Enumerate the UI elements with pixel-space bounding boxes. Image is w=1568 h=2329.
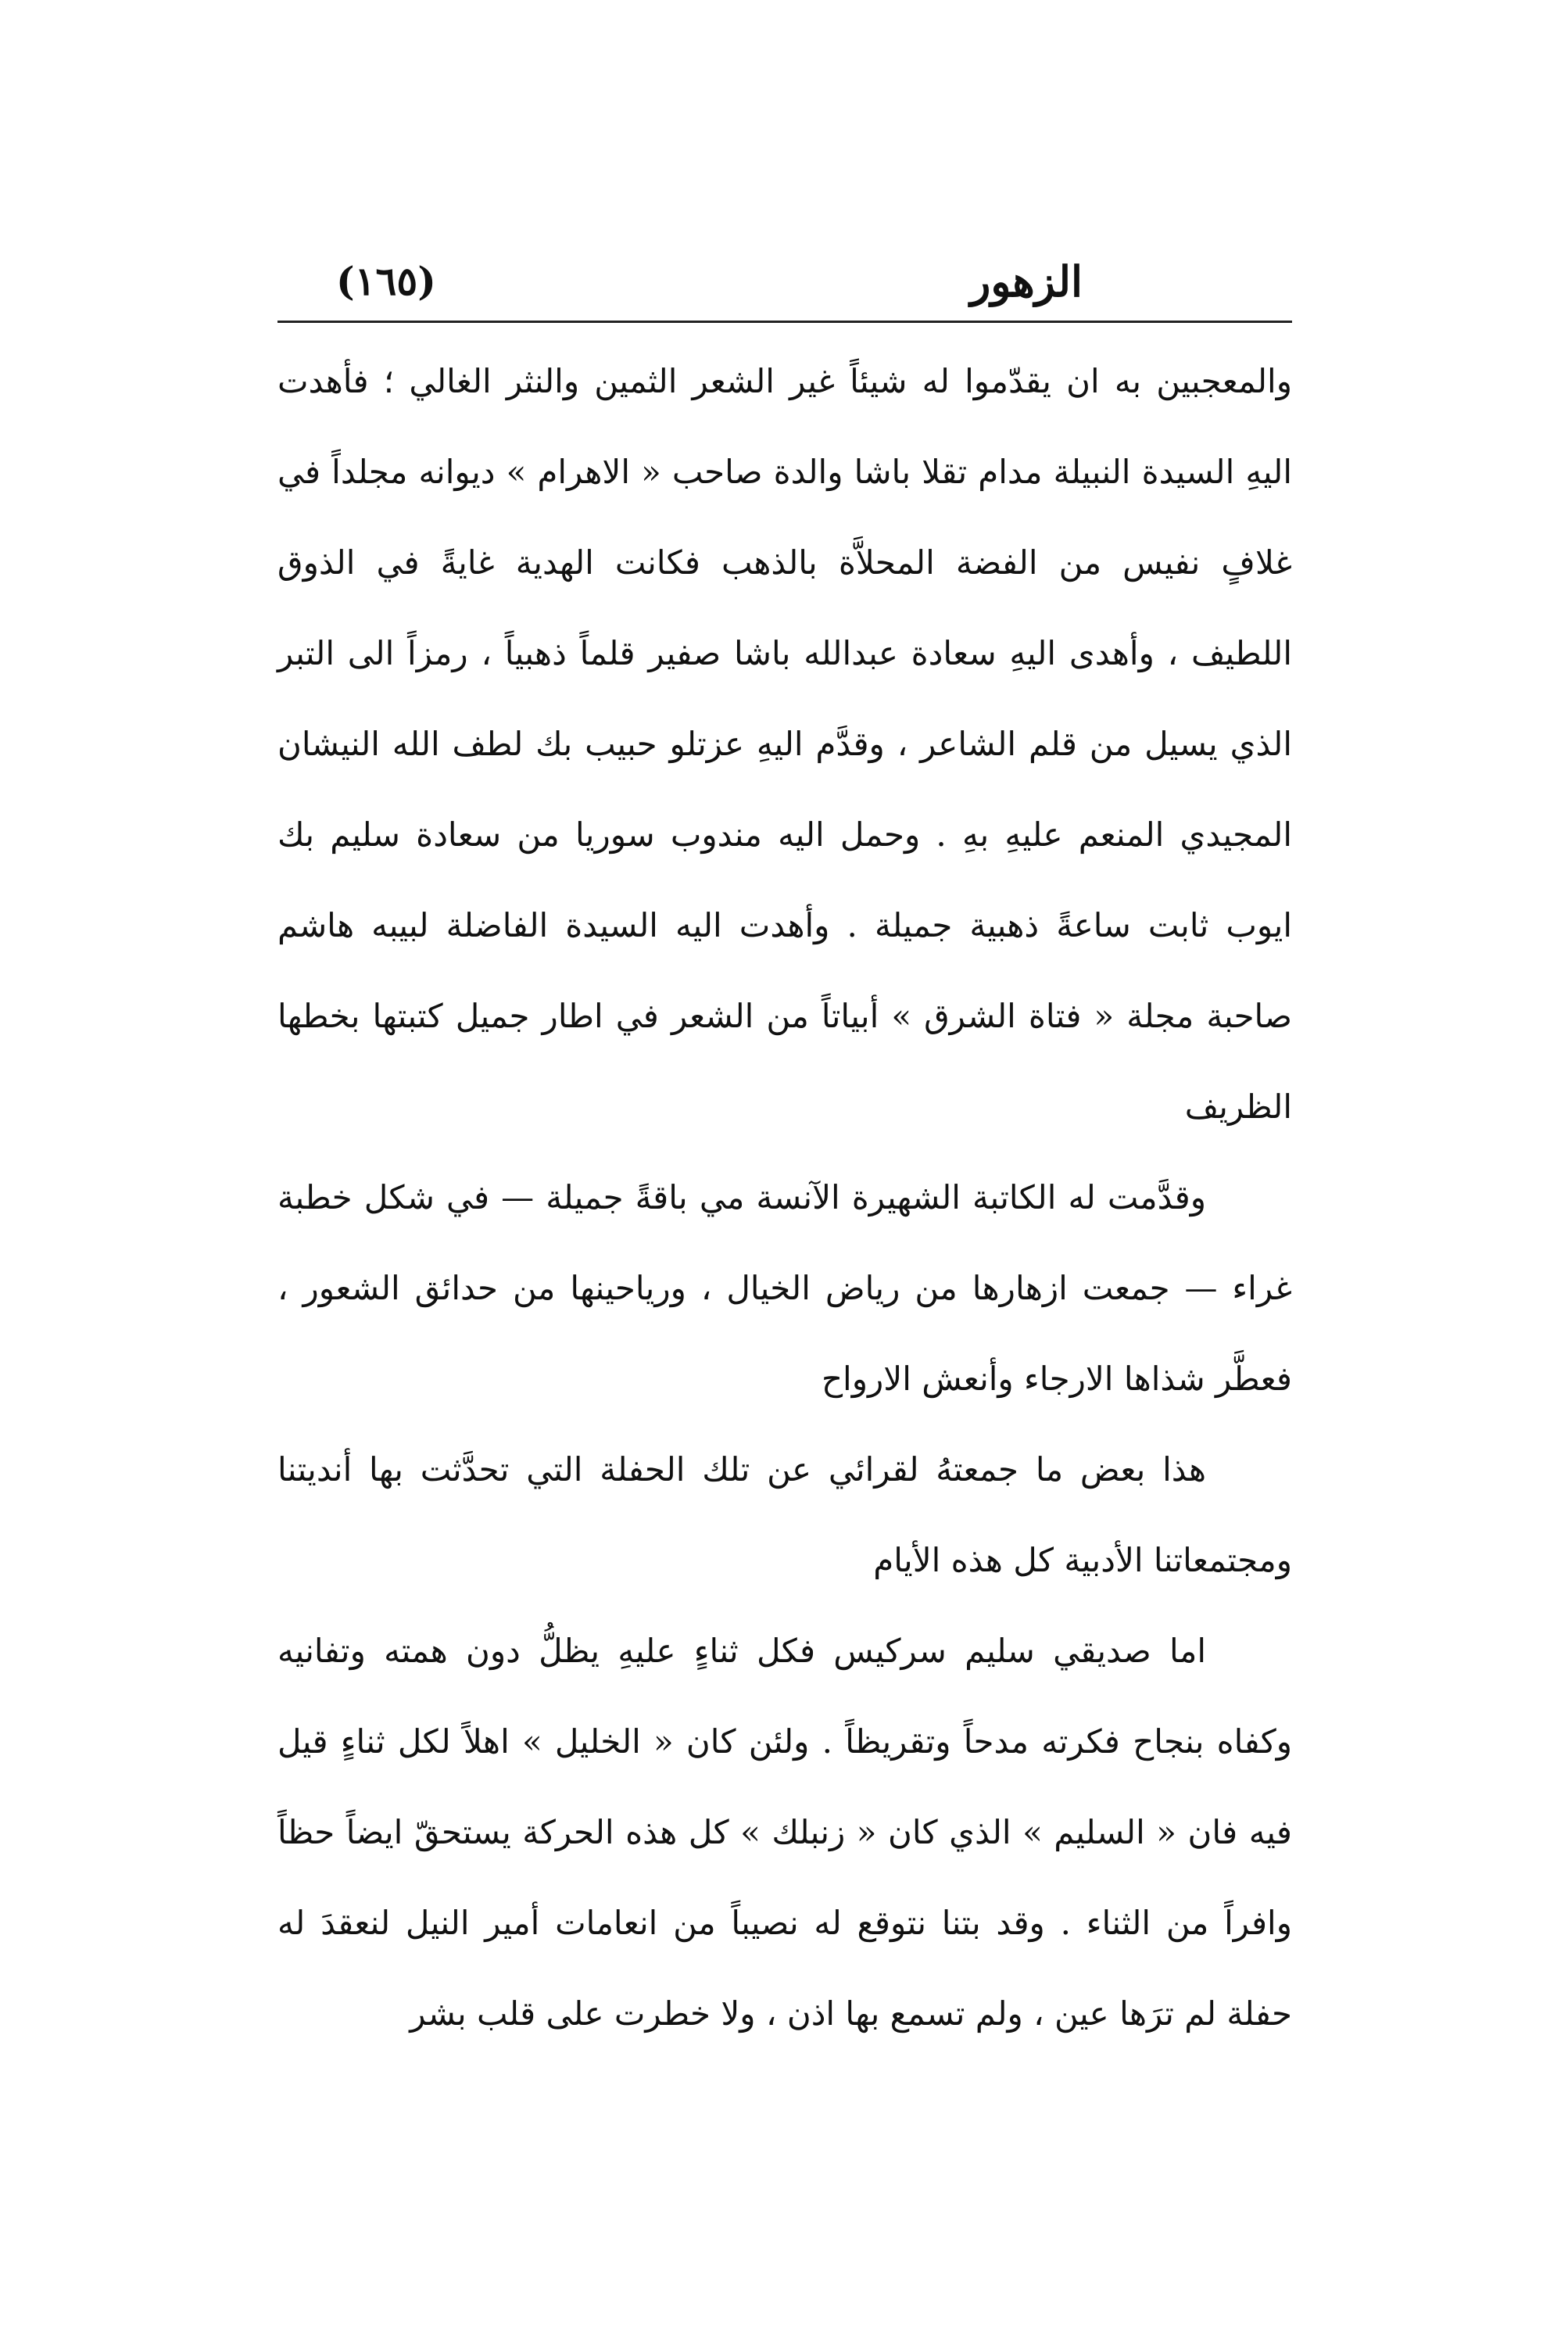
article-body <box>277 336 1292 2059</box>
paragraph-summary: هذا بعض ما جمعتهُ لقرائي عن تلك الحفلة التي تحدَّثت بها أنديتنا ومجتمعاتنا الأدبية كل هذه الأيام <box>277 1450 1292 1579</box>
page-number: (١٦٥) <box>336 258 436 304</box>
header-rule <box>277 321 1292 323</box>
page-header <box>277 246 1294 317</box>
paragraph-gifts: والمعجبين به ان يقدّموا له شيئاً غير الشعر الثمين والنثر الغالي ؛ فأهدت اليهِ السيدة النبيلة مدام تقلا باشا والدة صاحب « الاهرام » ديوانه مجلداً في غلافٍ نفيس من الفضة المحلاَّة بالذهب فكانت الهدية غايةً في الذوق اللطيف ، وأهدى اليهِ سعادة عبدالله باشا صفير قلماً ذهبياً ، رمزاً الى التبر الذي يسيل من قلم الشاعر ، وقدَّم اليهِ عزتلو حبيب بك لطف الله النيشان المجيدي المنعم عليهِ بهِ . وحمل اليه مندوب سوريا من سعادة سليم بك ايوب ثابت ساعةً ذهبية جميلة . وأهدت اليه السيدة الفاضلة لبيبه هاشم صاحبة مجلة « فتاة الشرق » أبياتاً من الشعر في اطار جميل كتبتها بخطها الظريف <box>277 362 1292 1126</box>
running-title: الزهور <box>970 256 1083 306</box>
paragraph-may-speech: وقدَّمت له الكاتبة الشهيرة الآنسة مي باقةً جميلة — في شكل خطبة غراء — جمعت ازهارها من رياض الخيال ، ورياحينها من حدائق الشعور ، فعطَّر شذاها الارجاء وأنعش الارواح <box>277 1178 1292 1398</box>
paragraph-sarkis: اما صديقي سليم سركيس فكل ثناءٍ عليهِ يظلُّ دون همته وتفانيه وكفاه بنجاح فكرته مدحاً وتقريظاً . ولئن كان « الخليل » اهلاً لكل ثناءٍ قيل فيه فان « السليم » الذي كان « زنبلك » كل هذه الحركة يستحقّ ايضاً حظاً وافراً من الثناء . وقد بتنا نتوقع له نصيباً من انعامات أمير النيل لنعقدَ له حفلة لم ترَها عين ، ولم تسمع بها اذن ، ولا خطرت على قلب بشر <box>277 1632 1292 2033</box>
